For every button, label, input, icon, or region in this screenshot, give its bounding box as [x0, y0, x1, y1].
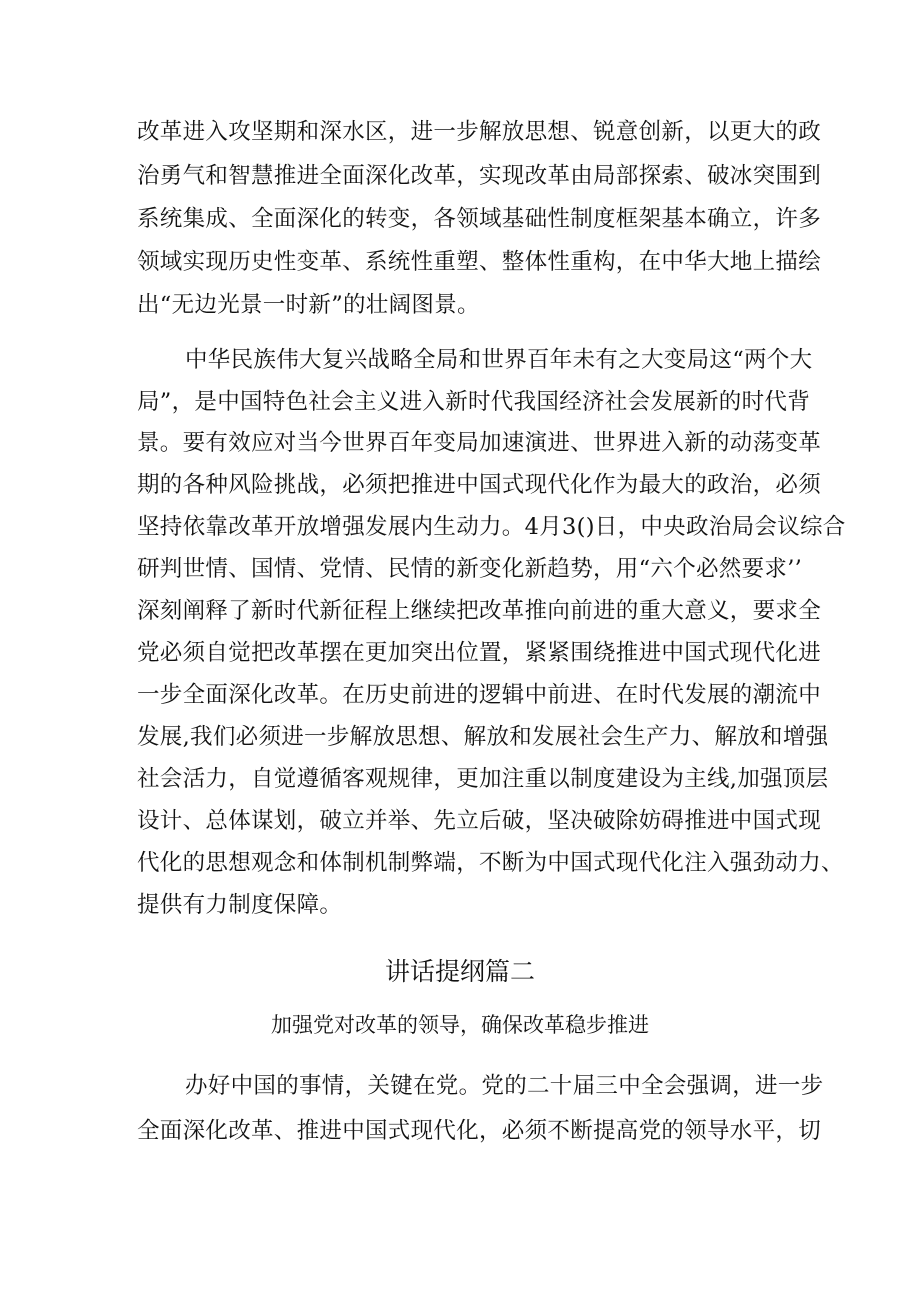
- section-heading: 讲话提纲篇二: [384, 957, 535, 986]
- text-line: 办好中国的事情，关键在党。党的二十届三中全会强调，进一步: [185, 1073, 824, 1099]
- text-line: 局”，是中国特色社会主义进入新时代我国经济社会发展新的时代背: [137, 389, 811, 415]
- text-line: 出“无边光景一时新”的壮阔图景。: [137, 292, 480, 318]
- text-line: 期的各种风险挑战，必须把推进中国式现代化作为最大的政治，必须: [137, 472, 822, 498]
- text-line: 深刻阐释了新时代新征程上继续把改革推向前进的重大意义，要求全: [137, 598, 822, 624]
- text-line: 全面深化改革、推进中国式现代化，必须不断提高党的领导水平，切: [137, 1118, 822, 1144]
- text-line: 治勇气和智慧推进全面深化改革，实现改革由局部探索、破冰突围到: [137, 163, 822, 189]
- text-line: 一步全面深化改革。在历史前进的逻辑中前进、在时代发展的潮流中: [137, 682, 822, 708]
- text-line: 坚持依靠改革开放增强发展内生动力。4月3()日，中央政治局会议综合: [137, 514, 846, 540]
- text-line: 社会活力，自觉遵循客观规律，更加注重以制度建设为主线,加强顶层: [137, 766, 829, 792]
- section-subheading: 加强党对改革的领导，确保改革稳步推进: [271, 1013, 649, 1037]
- text-line: 设计、总体谋划，破立并举、先立后破，坚决破除妨碍推进中国式现: [137, 808, 822, 834]
- text-line: 系统集成、全面深化的转变，各领域基础性制度框架基本确立，许多: [137, 206, 822, 232]
- text-line: 发展,我们必须进一步解放思想、解放和发展社会生产力、解放和增强: [137, 724, 829, 750]
- text-line: 改革进入攻坚期和深水区，进一步解放思想、锐意创新，以更大的政: [137, 119, 822, 145]
- text-line: 党必须自觉把改革摆在更加突出位置，紧紧围绕推进中国式现代化进: [137, 640, 822, 666]
- text-line: 代化的思想观念和体制机制弊端，不断为中国式现代化注入强劲动力、: [137, 850, 844, 876]
- text-line: 领域实现历史性变革、系统性重塑、整体性重构，在中华大地上描绘: [137, 249, 822, 275]
- text-line: 中华民族伟大复兴战略全局和世界百年未有之大变局这“两个大: [185, 347, 813, 373]
- text-line: 提供有力制度保障。: [137, 892, 343, 918]
- text-line: 景。要有效应对当今世界百年变局加速演进、世界进入新的动荡变革: [137, 430, 822, 456]
- text-line: 研判世情、国情、党情、民情的新变化新趋势，用“六个必然要求’’: [137, 556, 803, 582]
